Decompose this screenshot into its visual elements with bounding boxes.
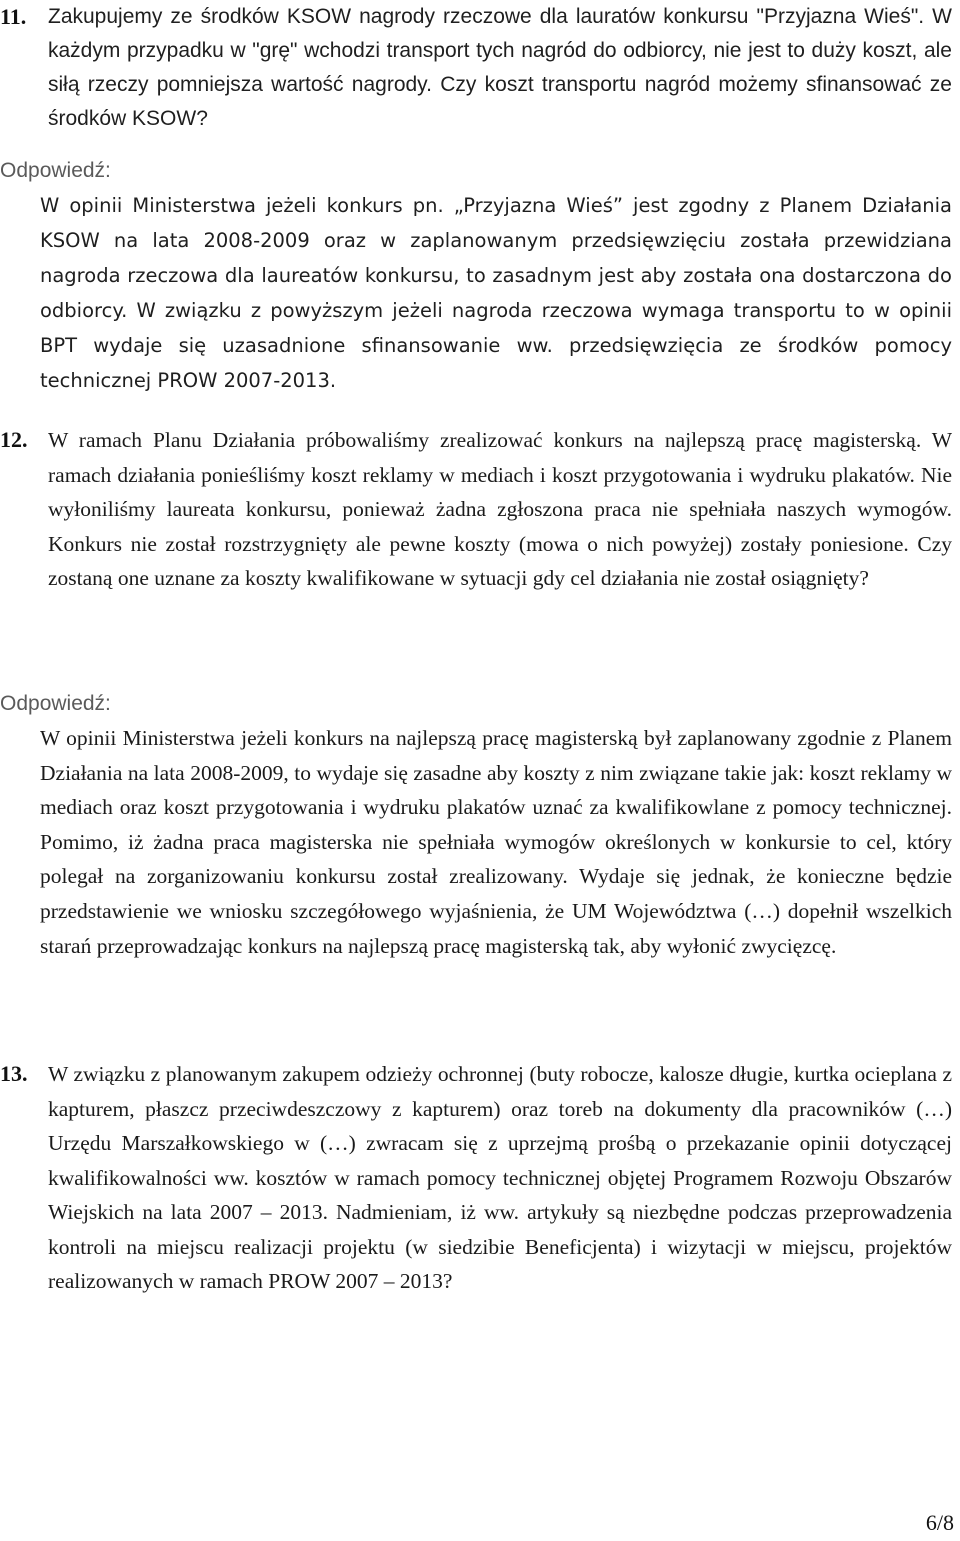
question-text bbox=[0, 1057, 960, 1299]
question-text bbox=[0, 423, 960, 596]
question-block-11 bbox=[0, 0, 960, 136]
question-body: W ramach Planu Działania próbowaliśmy zrealizować konkurs na najlepszą pracę magisterską. W ramach działania ponieśliśmy koszt reklamy w mediach i koszt przygotowania i wydruku plakatów. Nie wyłoniliśmy laureata konkursu, ponieważ żadna zgłoszona praca nie spełniała naszych wymogów. Konkurs nie został rozstrzygnięty ale pewne koszty (mowa o nich powyżej) zostały poniesione. Czy zostaną one uznane za koszty kwalifikowane w sytuacji gdy cel działania nie został osiągnięty? bbox=[48, 428, 952, 590]
page-number: 6/8 bbox=[925, 1510, 954, 1535]
answer-text: W opinii Ministerstwa jeżeli konkurs pn. „Przyjazna Wieś” jest zgodny z Planem Działania KSOW na lata 2008-2009 oraz w zaplanowanym przedsięwzięciu została przewidziana nagroda rzeczowa dla laureatów konkursu, to zasadnym jest aby została ona dostarczona do odbiorcy. W związku z powyższym jeżeli nagroda rzeczowa wymaga transportu to w opinii BPT wydaje się uzasadnione sfinansowanie ww. przedsięwzięcia ze środków pomocy technicznej PROW 2007-2013. bbox=[40, 194, 952, 392]
question-body: W związku z planowanym zakupem odzieży ochronnej (buty robocze, kalosze długie, kurtka ocieplana z kapturem, płaszcz przeciwdeszczowy z kapturem) oraz toreb na dokumenty dla pracowników (…) Urzędu Marszałkowskiego w (…) zwracam się z uprzejmą prośbą o przekazanie opinii dotyczącej kwalifikowalności ww. kosztów w ramach pomocy technicznej objętej Programem Rozwoju Obszarów Wiejskich na lata 2007 – 2013. Nadmieniam, iż ww. artykuły są niezbędne podczas przeprowadzenia kontroli na miejscu realizacji projektu (w siedzibie Beneficjenta) i wizytacji w miejscu, projektów realizowanych w ramach PROW 2007 – 2013? bbox=[48, 1062, 952, 1293]
question-number: 13. bbox=[0, 1061, 28, 1086]
question-block-12 bbox=[0, 423, 960, 596]
question-number: 12. bbox=[0, 427, 28, 452]
answer-block-12 bbox=[0, 687, 960, 963]
answer-block-11 bbox=[0, 154, 960, 398]
question-text bbox=[0, 0, 960, 136]
question-block-13 bbox=[0, 1057, 960, 1299]
question-body: Zakupujemy ze środków KSOW nagrody rzeczowe dla lauratów konkursu "Przyjazna Wieś". W każdym przypadku w "grę" wchodzi transport tych nagród do odbiorcy, nie jest to duży koszt, ale siłą rzeczy pomniejsza wartość nagrody. Czy koszt transportu nagród możemy sfinansować ze środków KSOW? bbox=[48, 5, 952, 130]
question-number: 11. bbox=[0, 4, 27, 29]
answer-label: Odpowiedź: bbox=[0, 159, 111, 182]
answer-text: W opinii Ministerstwa jeżeli konkurs na najlepszą pracę magisterską był zaplanowany zgodnie z Planem Działania na lata 2008-2009, to wydaje się zasadne aby koszty z nim związane takie jak: koszt reklamy w mediach oraz koszt przygotowania i wydruku plakatów uznać za kwalifikowlane z pomocy technicznej. Pomimo, iż żadna praca magisterska nie spełniała wymogów określonych w konkursie to cel, który polegał na zorganizowaniu konkursu został zrealizowany. Wydaje się jednak, że konieczne będzie przedstawienie we wniosku szczegółowego wyjaśnienia, że UM Województwa (…) dopełnił wszelkich starań przeprowadzając konkurs na najlepszą pracę magisterską tak, aby wyłonić zwycięzcę. bbox=[40, 726, 952, 958]
answer-label: Odpowiedź: bbox=[0, 692, 111, 715]
